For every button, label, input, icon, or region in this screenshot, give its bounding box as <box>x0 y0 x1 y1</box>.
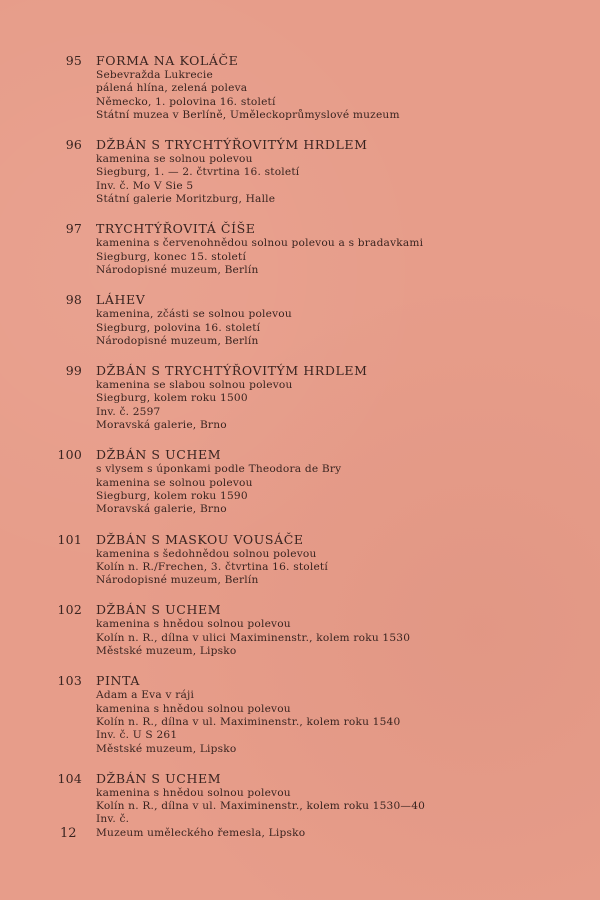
entry-detail-line: Státní galerie Moritzburg, Halle <box>96 193 276 206</box>
entry-title: PINTA <box>96 673 140 689</box>
entry-detail-line: Siegburg, polovina 16. století <box>96 321 261 334</box>
entry-title: LÁHEV <box>96 292 146 308</box>
entry-number: 98 <box>65 292 82 308</box>
entry-title: TRYCHTÝŘOVITÁ ČÍŠE <box>96 221 256 237</box>
entry-number: 101 <box>57 531 82 547</box>
entry-number: 100 <box>57 447 82 463</box>
entry-detail-line: pálená hlína, zelená poleva <box>96 82 248 95</box>
entry-detail-line: Siegburg, konec 15. století <box>96 250 247 263</box>
entry-detail-line: Německo, 1. polovina 16. století <box>96 95 276 108</box>
entry-title: DŽBÁN S UCHEM <box>96 602 222 618</box>
entry-number: 104 <box>57 770 82 786</box>
entry-detail-line: Moravská galerie, Brno <box>96 503 227 516</box>
entry-detail-line: Kolín n. R./Frechen, 3. čtvrtina 16. století <box>96 560 328 573</box>
catalog-entry <box>0 220 600 277</box>
catalog-entry <box>0 770 600 840</box>
entry-title: DŽBÁN S TRYCHTÝŘOVITÝM HRDLEM <box>96 363 368 379</box>
entry-detail-line: kamenina se solnou polevou <box>96 153 253 166</box>
entry-title: DŽBÁN S UCHEM <box>96 770 222 786</box>
catalog-entry <box>0 362 600 432</box>
entry-number: 99 <box>65 363 82 379</box>
entry-detail-line: Městské muzeum, Lipsko <box>96 742 237 755</box>
entry-detail-line: Národopisné muzeum, Berlín <box>96 334 259 347</box>
entry-title: DŽBÁN S UCHEM <box>96 447 222 463</box>
entry-number: 95 <box>65 53 82 68</box>
entry-detail-line: Státní muzea v Berlíně, Uměleckoprůmyslové muzeum <box>96 108 400 121</box>
catalog-entry-list <box>0 52 600 854</box>
entry-detail-line: Inv. č. 2597 <box>96 405 161 418</box>
entry-detail-line: kamenina s červenohnědou solnou polevou a s bradavkami <box>96 237 424 250</box>
entry-detail-line: Kolín n. R., dílna v ul. Maximinenstr., kolem roku 1530—40 <box>96 800 426 813</box>
catalog-entry <box>0 136 600 206</box>
page-number: 12 <box>60 826 77 841</box>
entry-detail-line: Inv. č. U S 261 <box>96 729 178 742</box>
entry-detail-line: Siegburg, kolem roku 1500 <box>96 392 248 405</box>
entry-details <box>96 787 600 840</box>
entry-details <box>96 69 600 122</box>
catalog-entry <box>0 531 600 588</box>
entry-detail-line: kamenina s hnědou solnou polevou <box>96 786 291 799</box>
entry-detail-line: Inv. č. <box>96 813 130 826</box>
catalog-entry <box>0 446 600 516</box>
entry-detail-line: Národopisné muzeum, Berlín <box>96 574 259 587</box>
entry-detail-line: kamenina, zčásti se solnou polevou <box>96 308 292 321</box>
entry-details <box>96 379 600 432</box>
entry-number: 102 <box>57 602 82 618</box>
entry-title: DŽBÁN S TRYCHTÝŘOVITÝM HRDLEM <box>96 137 368 153</box>
entry-detail-line: kamenina se slabou solnou polevou <box>96 379 293 392</box>
catalog-entry <box>0 291 600 348</box>
entry-detail-line: kamenina s hnědou solnou polevou <box>96 618 291 631</box>
entry-detail-line: Národopisné muzeum, Berlín <box>96 263 259 276</box>
entry-number: 96 <box>65 137 82 153</box>
entry-details <box>96 689 600 755</box>
entry-detail-line: kamenina se solnou polevou <box>96 476 253 489</box>
entry-detail-line: Městské muzeum, Lipsko <box>96 645 237 658</box>
entry-detail-line: Inv. č. Mo V Sie 5 <box>96 179 194 192</box>
entry-details <box>96 463 600 516</box>
entry-detail-line: Kolín n. R., dílna v ul. Maximinenstr., kolem roku 1540 <box>96 715 401 728</box>
catalog-entry <box>0 601 600 658</box>
catalog-entry <box>0 672 600 755</box>
entry-detail-line: Siegburg, kolem roku 1590 <box>96 489 248 502</box>
entry-detail-line: Muzeum uměleckého řemesla, Lipsko <box>96 826 306 839</box>
entry-details <box>96 153 600 206</box>
entry-detail-line: kamenina s šedohnědou solnou polevou <box>96 547 317 560</box>
entry-details <box>96 237 600 277</box>
entry-detail-line: Kolín n. R., dílna v ulici Maximinenstr., kolem roku 1530 <box>96 631 411 644</box>
entry-detail-line: Siegburg, 1. — 2. čtvrtina 16. století <box>96 166 300 179</box>
entry-detail-line: Sebevražda Lukrecie <box>96 69 213 81</box>
entry-details <box>96 308 600 348</box>
entry-detail-line: Adam a Eva v ráji <box>96 689 195 702</box>
entry-details <box>96 548 600 588</box>
entry-detail-line: s vlysem s úponkami podle Theodora de Bry <box>96 463 342 476</box>
catalog-entry <box>0 52 600 122</box>
entry-number: 97 <box>65 221 82 237</box>
entry-details <box>96 618 600 658</box>
entry-number: 103 <box>57 673 82 689</box>
entry-detail-line: kamenina s hnědou solnou polevou <box>96 702 291 715</box>
entry-title: DŽBÁN S MASKOU VOUSÁČE <box>96 531 304 547</box>
entry-detail-line: Moravská galerie, Brno <box>96 419 227 432</box>
entry-title: FORMA NA KOLÁČE <box>96 53 239 68</box>
